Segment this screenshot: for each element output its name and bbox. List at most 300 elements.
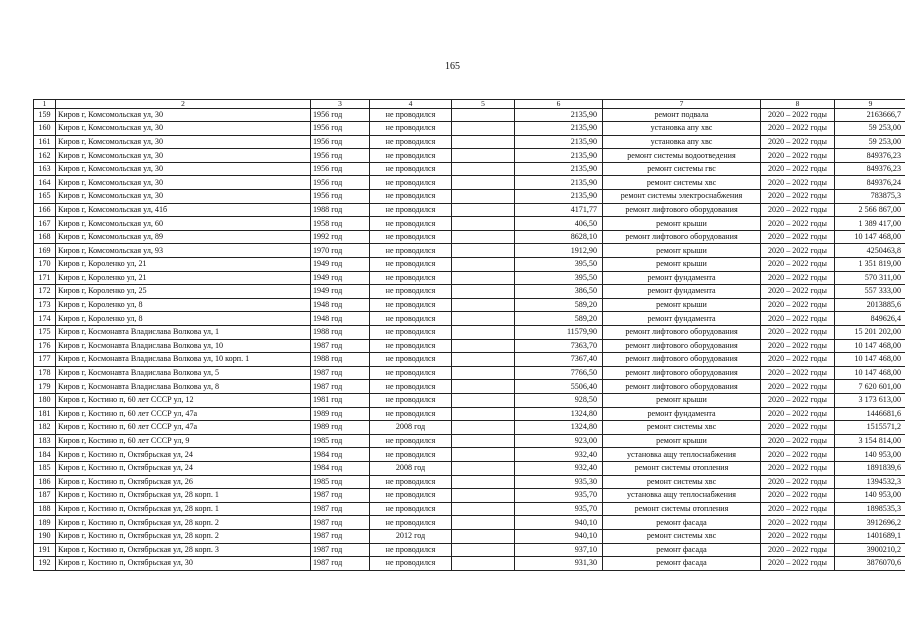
build-year-cell: 1956 год [311,122,370,136]
table-row [34,122,905,136]
area-cell: 2135,90 [515,108,603,122]
empty-cell [452,122,515,136]
period-cell: 2020 – 2022 годы [761,285,835,299]
address-cell: Киров г, Комсомольская ул, 41б [56,203,311,217]
address-cell: Киров г, Костино п, Октябрьская ул, 24 [56,448,311,462]
column-header: 8 [761,100,835,109]
cost-cell: 140 953,00 [835,448,905,462]
build-year-cell: 1987 год [311,380,370,394]
build-year-cell: 1949 год [311,285,370,299]
work-type-cell: ремонт лифтового оборудования [603,353,761,367]
work-type-cell: ремонт подвала [603,108,761,122]
empty-cell [452,461,515,475]
period-cell: 2020 – 2022 годы [761,529,835,543]
area-cell: 2135,90 [515,162,603,176]
period-cell: 2020 – 2022 годы [761,149,835,163]
last-repair-cell: не проводился [370,135,452,149]
empty-cell [452,448,515,462]
row-number-cell: 181 [34,407,56,421]
address-cell: Киров г, Комсомольская ул, 60 [56,217,311,231]
address-cell: Киров г, Комсомольская ул, 30 [56,190,311,204]
last-repair-cell: не проводился [370,258,452,272]
cost-cell: 2163666,7 [835,108,905,122]
build-year-cell: 1987 год [311,557,370,571]
cost-cell: 1394532,3 [835,475,905,489]
empty-cell [452,475,515,489]
period-cell: 2020 – 2022 годы [761,557,835,571]
address-cell: Киров г, Комсомольская ул, 30 [56,122,311,136]
cost-cell: 783875,3 [835,190,905,204]
address-cell: Киров г, Комсомольская ул, 30 [56,149,311,163]
table-row [34,312,905,326]
address-cell: Киров г, Короленко ул, 25 [56,285,311,299]
last-repair-cell: не проводился [370,434,452,448]
last-repair-cell: не проводился [370,149,452,163]
period-cell: 2020 – 2022 годы [761,258,835,272]
row-number-cell: 162 [34,149,56,163]
area-cell: 940,10 [515,516,603,530]
build-year-cell: 1987 год [311,502,370,516]
cost-cell: 4250463,8 [835,244,905,258]
column-header: 1 [34,100,56,109]
table-row [34,461,905,475]
build-year-cell: 1956 год [311,190,370,204]
work-type-cell: ремонт лифтового оборудования [603,339,761,353]
table-row [34,230,905,244]
last-repair-cell: 2008 год [370,461,452,475]
build-year-cell: 1988 год [311,326,370,340]
build-year-cell: 1985 год [311,475,370,489]
address-cell: Киров г, Костино п, 60 лет СССР ул, 47а [56,407,311,421]
empty-cell [452,203,515,217]
row-number-cell: 173 [34,298,56,312]
last-repair-cell: 2008 год [370,421,452,435]
period-cell: 2020 – 2022 годы [761,407,835,421]
area-cell: 5506,40 [515,380,603,394]
row-number-cell: 163 [34,162,56,176]
build-year-cell: 1989 год [311,421,370,435]
cost-cell: 849626,4 [835,312,905,326]
work-type-cell: ремонт системы хвс [603,176,761,190]
empty-cell [452,489,515,503]
table-row [34,407,905,421]
address-cell: Киров г, Космонавта Владислава Волкова ул, 5 [56,366,311,380]
empty-cell [452,244,515,258]
empty-cell [452,285,515,299]
row-number-cell: 186 [34,475,56,489]
work-type-cell: ремонт лифтового оборудования [603,366,761,380]
table-row [34,448,905,462]
work-type-cell: ремонт системы электроснабжения [603,190,761,204]
last-repair-cell: не проводился [370,407,452,421]
cost-cell: 59 253,00 [835,122,905,136]
address-cell: Киров г, Костино п, Октябрьская ул, 28 корп. 1 [56,489,311,503]
area-cell: 932,40 [515,461,603,475]
last-repair-cell: не проводился [370,366,452,380]
table-row [34,285,905,299]
row-number-cell: 160 [34,122,56,136]
table-row [34,244,905,258]
work-type-cell: ремонт лифтового оборудования [603,380,761,394]
row-number-cell: 172 [34,285,56,299]
cost-cell: 7 620 601,00 [835,380,905,394]
last-repair-cell: не проводился [370,312,452,326]
table-row [34,489,905,503]
cost-cell: 1898535,3 [835,502,905,516]
cost-cell: 10 147 468,00 [835,353,905,367]
work-type-cell: ремонт крыши [603,393,761,407]
last-repair-cell: не проводился [370,217,452,231]
build-year-cell: 1987 год [311,529,370,543]
period-cell: 2020 – 2022 годы [761,393,835,407]
empty-cell [452,190,515,204]
period-cell: 2020 – 2022 годы [761,366,835,380]
area-cell: 2135,90 [515,122,603,136]
empty-cell [452,339,515,353]
period-cell: 2020 – 2022 годы [761,162,835,176]
address-cell: Киров г, Костино п, Октябрьская ул, 28 корп. 2 [56,529,311,543]
table-row [34,543,905,557]
last-repair-cell: не проводился [370,122,452,136]
build-year-cell: 1956 год [311,108,370,122]
period-cell: 2020 – 2022 годы [761,108,835,122]
build-year-cell: 1956 год [311,135,370,149]
period-cell: 2020 – 2022 годы [761,135,835,149]
empty-cell [452,407,515,421]
area-cell: 406,50 [515,217,603,231]
area-cell: 932,40 [515,448,603,462]
area-cell: 7766,50 [515,366,603,380]
last-repair-cell: 2012 год [370,529,452,543]
address-cell: Киров г, Комсомольская ул, 30 [56,162,311,176]
row-number-cell: 183 [34,434,56,448]
work-type-cell: ремонт крыши [603,258,761,272]
last-repair-cell: не проводился [370,108,452,122]
cost-cell: 140 953,00 [835,489,905,503]
empty-cell [452,312,515,326]
empty-cell [452,230,515,244]
work-type-cell: ремонт лифтового оборудования [603,326,761,340]
area-cell: 1912,90 [515,244,603,258]
period-cell: 2020 – 2022 годы [761,543,835,557]
cost-cell: 570 311,00 [835,271,905,285]
cost-cell: 849376,23 [835,149,905,163]
work-type-cell: ремонт системы хвс [603,529,761,543]
build-year-cell: 1949 год [311,258,370,272]
build-year-cell: 1956 год [311,176,370,190]
area-cell: 935,70 [515,489,603,503]
area-cell: 2135,90 [515,176,603,190]
work-type-cell: ремонт фасада [603,543,761,557]
area-cell: 8628,10 [515,230,603,244]
area-cell: 935,70 [515,502,603,516]
period-cell: 2020 – 2022 годы [761,380,835,394]
row-number-cell: 179 [34,380,56,394]
period-cell: 2020 – 2022 годы [761,244,835,258]
table-row [34,326,905,340]
build-year-cell: 1956 год [311,149,370,163]
cost-cell: 10 147 468,00 [835,366,905,380]
empty-cell [452,298,515,312]
empty-cell [452,421,515,435]
empty-cell [452,217,515,231]
area-cell: 2135,90 [515,190,603,204]
work-type-cell: установка апу хвс [603,122,761,136]
address-cell: Киров г, Костино п, Октябрьская ул, 24 [56,461,311,475]
table-row [34,366,905,380]
area-cell: 1324,80 [515,407,603,421]
table-row [34,421,905,435]
row-number-cell: 189 [34,516,56,530]
empty-cell [452,162,515,176]
row-number-cell: 191 [34,543,56,557]
last-repair-cell: не проводился [370,475,452,489]
work-type-cell: ремонт фундамента [603,407,761,421]
build-year-cell: 1988 год [311,203,370,217]
empty-cell [452,366,515,380]
empty-cell [452,258,515,272]
row-number-cell: 178 [34,366,56,380]
build-year-cell: 1984 год [311,448,370,462]
empty-cell [452,326,515,340]
address-cell: Киров г, Костино п, Октябрьская ул, 28 корп. 3 [56,543,311,557]
row-number-cell: 176 [34,339,56,353]
empty-cell [452,434,515,448]
table-row [34,502,905,516]
build-year-cell: 1956 год [311,162,370,176]
work-type-cell: установка ащу теплоснабжения [603,448,761,462]
table-row [34,434,905,448]
area-cell: 928,50 [515,393,603,407]
period-cell: 2020 – 2022 годы [761,502,835,516]
build-year-cell: 1985 год [311,434,370,448]
empty-cell [452,393,515,407]
work-type-cell: ремонт фундамента [603,285,761,299]
table-row [34,298,905,312]
area-cell: 2135,90 [515,135,603,149]
table-row [34,190,905,204]
period-cell: 2020 – 2022 годы [761,448,835,462]
period-cell: 2020 – 2022 годы [761,271,835,285]
table-row [34,176,905,190]
address-cell: Киров г, Костино п, 60 лет СССР ул, 12 [56,393,311,407]
row-number-cell: 171 [34,271,56,285]
cost-cell: 1891839,6 [835,461,905,475]
work-type-cell: ремонт системы хвс [603,475,761,489]
last-repair-cell: не проводился [370,203,452,217]
period-cell: 2020 – 2022 годы [761,489,835,503]
period-cell: 2020 – 2022 годы [761,203,835,217]
row-number-cell: 192 [34,557,56,571]
empty-cell [452,543,515,557]
cost-cell: 1 389 417,00 [835,217,905,231]
work-type-cell: установка ащу теплоснабжения [603,489,761,503]
period-cell: 2020 – 2022 годы [761,230,835,244]
build-year-cell: 1984 год [311,461,370,475]
last-repair-cell: не проводился [370,380,452,394]
column-header: 3 [311,100,370,109]
last-repair-cell: не проводился [370,339,452,353]
work-type-cell: ремонт фасада [603,557,761,571]
empty-cell [452,271,515,285]
table-header-row [34,100,905,109]
table-row [34,516,905,530]
build-year-cell: 1948 год [311,312,370,326]
empty-cell [452,516,515,530]
work-type-cell: ремонт фундамента [603,312,761,326]
area-cell: 1324,80 [515,421,603,435]
last-repair-cell: не проводился [370,448,452,462]
cost-cell: 59 253,00 [835,135,905,149]
last-repair-cell: не проводился [370,271,452,285]
work-type-cell: ремонт системы хвс [603,421,761,435]
work-type-cell: ремонт фундамента [603,271,761,285]
row-number-cell: 177 [34,353,56,367]
period-cell: 2020 – 2022 годы [761,312,835,326]
column-header: 9 [835,100,905,109]
build-year-cell: 1970 год [311,244,370,258]
last-repair-cell: не проводился [370,244,452,258]
row-number-cell: 168 [34,230,56,244]
area-cell: 2135,90 [515,149,603,163]
cost-cell: 10 147 468,00 [835,230,905,244]
address-cell: Киров г, Костино п, Октябрьская ул, 30 [56,557,311,571]
work-type-cell: ремонт лифтового оборудования [603,230,761,244]
build-year-cell: 1989 год [311,407,370,421]
build-year-cell: 1987 год [311,543,370,557]
cost-cell: 15 201 202,00 [835,326,905,340]
cost-cell: 849376,23 [835,162,905,176]
row-number-cell: 166 [34,203,56,217]
row-number-cell: 175 [34,326,56,340]
column-header: 2 [56,100,311,109]
work-type-cell: ремонт системы гвс [603,162,761,176]
column-header: 4 [370,100,452,109]
empty-cell [452,108,515,122]
empty-cell [452,529,515,543]
cost-cell: 3900210,2 [835,543,905,557]
period-cell: 2020 – 2022 годы [761,475,835,489]
table-row [34,203,905,217]
last-repair-cell: не проводился [370,176,452,190]
address-cell: Киров г, Комсомольская ул, 89 [56,230,311,244]
area-cell: 923,00 [515,434,603,448]
table-row [34,393,905,407]
row-number-cell: 180 [34,393,56,407]
work-type-cell: ремонт крыши [603,217,761,231]
last-repair-cell: не проводился [370,502,452,516]
address-cell: Киров г, Комсомольская ул, 30 [56,135,311,149]
row-number-cell: 169 [34,244,56,258]
last-repair-cell: не проводился [370,298,452,312]
address-cell: Киров г, Короленко ул, 8 [56,312,311,326]
area-cell: 395,50 [515,258,603,272]
page-number: 165 [445,61,460,72]
last-repair-cell: не проводился [370,489,452,503]
table-row [34,557,905,571]
empty-cell [452,149,515,163]
address-cell: Киров г, Комсомольская ул, 30 [56,108,311,122]
capital-repair-table [33,99,905,571]
build-year-cell: 1992 год [311,230,370,244]
column-header: 7 [603,100,761,109]
address-cell: Киров г, Космонавта Владислава Волкова ул, 10 [56,339,311,353]
table-row [34,217,905,231]
address-cell: Киров г, Короленко ул, 8 [56,298,311,312]
work-type-cell: ремонт фасада [603,516,761,530]
cost-cell: 3 173 613,00 [835,393,905,407]
empty-cell [452,135,515,149]
empty-cell [452,176,515,190]
address-cell: Киров г, Костино п, 60 лет СССР ул, 9 [56,434,311,448]
area-cell: 7363,70 [515,339,603,353]
period-cell: 2020 – 2022 годы [761,190,835,204]
work-type-cell: ремонт крыши [603,298,761,312]
empty-cell [452,557,515,571]
cost-cell: 3912696,2 [835,516,905,530]
work-type-cell: ремонт крыши [603,434,761,448]
period-cell: 2020 – 2022 годы [761,298,835,312]
build-year-cell: 1981 год [311,393,370,407]
empty-cell [452,380,515,394]
last-repair-cell: не проводился [370,557,452,571]
area-cell: 931,30 [515,557,603,571]
row-number-cell: 174 [34,312,56,326]
period-cell: 2020 – 2022 годы [761,176,835,190]
row-number-cell: 165 [34,190,56,204]
address-cell: Киров г, Короленко ул, 21 [56,271,311,285]
row-number-cell: 164 [34,176,56,190]
table-row [34,258,905,272]
table-row [34,529,905,543]
period-cell: 2020 – 2022 годы [761,516,835,530]
row-number-cell: 187 [34,489,56,503]
row-number-cell: 182 [34,421,56,435]
cost-cell: 1446681,6 [835,407,905,421]
build-year-cell: 1987 год [311,339,370,353]
cost-cell: 10 147 468,00 [835,339,905,353]
address-cell: Киров г, Костино п, Октябрьская ул, 28 корп. 2 [56,516,311,530]
area-cell: 937,10 [515,543,603,557]
row-number-cell: 185 [34,461,56,475]
cost-cell: 849376,24 [835,176,905,190]
area-cell: 4171,77 [515,203,603,217]
area-cell: 589,20 [515,298,603,312]
row-number-cell: 159 [34,108,56,122]
cost-cell: 1401689,1 [835,529,905,543]
work-type-cell: ремонт системы отопления [603,461,761,475]
table-row [34,339,905,353]
work-type-cell: ремонт крыши [603,244,761,258]
work-type-cell: установка апу хвс [603,135,761,149]
area-cell: 935,30 [515,475,603,489]
area-cell: 7367,40 [515,353,603,367]
row-number-cell: 188 [34,502,56,516]
table-row [34,353,905,367]
row-number-cell: 170 [34,258,56,272]
build-year-cell: 1988 год [311,353,370,367]
address-cell: Киров г, Костино п, 60 лет СССР ул, 47а [56,421,311,435]
row-number-cell: 161 [34,135,56,149]
cost-cell: 557 333,00 [835,285,905,299]
last-repair-cell: не проводился [370,162,452,176]
address-cell: Киров г, Космонавта Владислава Волкова ул, 8 [56,380,311,394]
build-year-cell: 1949 год [311,271,370,285]
address-cell: Киров г, Короленко ул, 21 [56,258,311,272]
period-cell: 2020 – 2022 годы [761,421,835,435]
empty-cell [452,502,515,516]
build-year-cell: 1987 год [311,489,370,503]
